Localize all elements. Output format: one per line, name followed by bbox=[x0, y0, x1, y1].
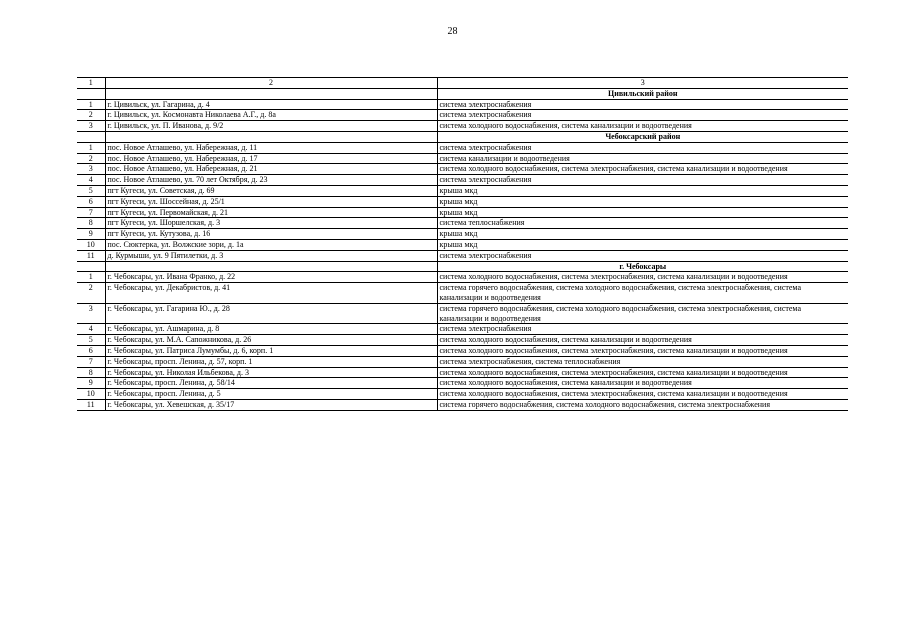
row-address: г. Чебоксары, просп. Ленина, д. 5 bbox=[105, 389, 437, 400]
row-address: г. Чебоксары, просп. Ленина, д. 58/14 bbox=[105, 378, 437, 389]
row-systems: крыша мкд bbox=[439, 229, 478, 239]
row-address: пгт Кугеси, ул. Советская, д. 69 bbox=[105, 185, 437, 196]
row-address: пос. Новое Атлашево, ул. Набережная, д. 11 bbox=[105, 142, 437, 153]
row-systems: система холодного водоснабжения, система канализации и водоотведения bbox=[439, 378, 692, 388]
row-address: пгт Кугеси, ул. Шоршелская, д. 3 bbox=[105, 218, 437, 229]
row-address: г. Чебоксары, ул. Ивана Франко, д. 22 bbox=[105, 272, 437, 283]
row-address: г. Чебоксары, ул. Хевешская, д. 35/17 bbox=[105, 399, 437, 410]
row-address: пос. Сюктерка, ул. Волжские зори, д. 1а bbox=[105, 239, 437, 250]
row-address: г. Чебоксары, ул. Николая Ильбекова, д. 3 bbox=[105, 367, 437, 378]
row-number: 9 bbox=[77, 378, 105, 389]
table-row bbox=[77, 207, 848, 218]
table-row bbox=[77, 303, 848, 324]
row-number: 8 bbox=[77, 218, 105, 229]
row-address: д. Курмыши, ул. 9 Пятилетки, д. 3 bbox=[105, 250, 437, 261]
row-systems: система электроснабжения bbox=[439, 324, 532, 334]
section-empty-address bbox=[105, 131, 437, 142]
row-systems: система горячего водоснабжения, система холодного водоснабжения, система электроснабжения bbox=[439, 399, 771, 409]
row-systems: система холодного водоснабжения, система канализации и водоотведения bbox=[439, 335, 692, 345]
row-number: 7 bbox=[77, 356, 105, 367]
table-row bbox=[77, 196, 848, 207]
row-address: г. Чебоксары, ул. Патриса Лумумбы, д. 6, корп. 1 bbox=[105, 345, 437, 356]
row-number: 3 bbox=[77, 121, 105, 132]
row-address: г. Чебоксары, ул. М.А. Сапожникова, д. 26 bbox=[105, 335, 437, 346]
table-row bbox=[77, 153, 848, 164]
section-empty-num bbox=[77, 261, 105, 272]
section-empty-num bbox=[77, 88, 105, 99]
row-number: 10 bbox=[77, 389, 105, 400]
row-systems: система холодного водоснабжения, система электроснабжения, система канализации и водоотведения bbox=[439, 345, 788, 355]
table-row bbox=[77, 239, 848, 250]
table-row bbox=[77, 99, 848, 110]
page-number: 28 bbox=[447, 26, 458, 37]
row-systems: система горячего водоснабжения, система холодного водоснабжения, система электроснабжения, система канализации и водоотведения bbox=[439, 283, 801, 302]
table-row bbox=[77, 218, 848, 229]
row-number: 11 bbox=[77, 250, 105, 261]
row-number: 1 bbox=[77, 99, 105, 110]
row-number: 7 bbox=[77, 207, 105, 218]
header-col-2: 2 bbox=[105, 78, 437, 89]
row-address: г. Цивильск, ул. Гагарина, д. 4 bbox=[105, 99, 437, 110]
section-empty-address bbox=[105, 261, 437, 272]
row-address: пос. Новое Атлашево, ул. Набережная, д. 17 bbox=[105, 153, 437, 164]
row-number: 2 bbox=[77, 110, 105, 121]
table-row bbox=[77, 110, 848, 121]
row-systems: система теплоснабжения bbox=[439, 218, 525, 228]
section-empty-num bbox=[77, 131, 105, 142]
section-title: Цивильский район bbox=[607, 88, 678, 98]
row-number: 10 bbox=[77, 239, 105, 250]
row-number: 1 bbox=[77, 142, 105, 153]
row-address: г. Цивильск, ул. Космонавта Николаева А.Г., д. 8а bbox=[105, 110, 437, 121]
row-systems: система электроснабжения, система теплоснабжения bbox=[439, 356, 621, 366]
row-number: 8 bbox=[77, 367, 105, 378]
row-systems: система холодного водоснабжения, система канализации и водоотведения bbox=[439, 121, 692, 131]
row-systems: система холодного водоснабжения, система электроснабжения, система канализации и водоотведения bbox=[439, 389, 788, 399]
table-row bbox=[77, 164, 848, 175]
objects-table bbox=[77, 77, 848, 411]
row-address: г. Чебоксары, ул. Декабристов, д. 41 bbox=[105, 283, 437, 304]
section-title: г. Чебоксары bbox=[619, 261, 667, 271]
header-col-1: 1 bbox=[77, 78, 105, 89]
table-header-row bbox=[77, 78, 848, 89]
row-systems: система электроснабжения bbox=[439, 142, 532, 152]
row-number: 4 bbox=[77, 175, 105, 186]
row-address: пос. Новое Атлашево, ул. Набережная, д. 21 bbox=[105, 164, 437, 175]
table-row bbox=[77, 345, 848, 356]
table-row bbox=[77, 185, 848, 196]
row-number: 4 bbox=[77, 324, 105, 335]
row-systems: крыша мкд bbox=[439, 185, 478, 195]
row-systems: система холодного водоснабжения, система электроснабжения, система канализации и водоотведения bbox=[439, 164, 788, 174]
row-number: 6 bbox=[77, 196, 105, 207]
table-row bbox=[77, 229, 848, 240]
table-row bbox=[77, 283, 848, 304]
row-systems: система горячего водоснабжения, система холодного водоснабжения, система электроснабжения, система канализации и водоотведения bbox=[439, 303, 801, 323]
row-number: 11 bbox=[77, 399, 105, 410]
row-systems: система электроснабжения bbox=[439, 99, 532, 109]
row-systems: система электроснабжения bbox=[439, 175, 532, 185]
row-address: пгт Кугеси, ул. Шоссейная, д. 25/1 bbox=[105, 196, 437, 207]
row-systems: крыша мкд bbox=[439, 207, 478, 217]
header-col-3: 3 bbox=[640, 78, 645, 87]
row-address: пгт Кугеси, ул. Кутузова, д. 16 bbox=[105, 229, 437, 240]
table-row bbox=[77, 399, 848, 410]
table-row bbox=[77, 378, 848, 389]
row-address: г. Чебоксары, ул. Ашмарина, д. 8 bbox=[105, 324, 437, 335]
table-row bbox=[77, 324, 848, 335]
table-body bbox=[77, 88, 848, 410]
row-systems: система канализации и водоотведения bbox=[439, 153, 570, 163]
row-address: пгт Кугеси, ул. Первомайская, д. 21 bbox=[105, 207, 437, 218]
table-row bbox=[77, 389, 848, 400]
row-systems: система холодного водоснабжения, система электроснабжения, система канализации и водоотведения bbox=[439, 367, 788, 377]
row-address: г. Чебоксары, ул. Гагарина Ю., д. 28 bbox=[105, 303, 437, 324]
row-address: г. Цивильск, ул. П. Иванова, д. 9/2 bbox=[105, 121, 437, 132]
table-row bbox=[77, 142, 848, 153]
row-number: 2 bbox=[77, 283, 105, 304]
row-number: 1 bbox=[77, 272, 105, 283]
table-row bbox=[77, 175, 848, 186]
row-number: 2 bbox=[77, 153, 105, 164]
row-systems: система электроснабжения bbox=[439, 110, 532, 120]
section-row bbox=[77, 261, 848, 272]
row-number: 9 bbox=[77, 229, 105, 240]
row-number: 3 bbox=[77, 303, 105, 324]
row-number: 6 bbox=[77, 345, 105, 356]
row-systems: крыша мкд bbox=[439, 239, 478, 249]
row-systems: система холодного водоснабжения, система электроснабжения, система канализации и водоотведения bbox=[439, 272, 788, 282]
row-systems: система электроснабжения bbox=[439, 250, 532, 260]
row-address: пос. Новое Атлашево, ул. 70 лет Октября, д. 23 bbox=[105, 175, 437, 186]
section-row bbox=[77, 88, 848, 99]
row-systems: крыша мкд bbox=[439, 196, 478, 206]
row-address: г. Чебоксары, просп. Ленина, д. 57, корп. 1 bbox=[105, 356, 437, 367]
table-row bbox=[77, 250, 848, 261]
section-row bbox=[77, 131, 848, 142]
row-number: 5 bbox=[77, 185, 105, 196]
section-title: Чебоксарский район bbox=[605, 131, 681, 141]
table-row bbox=[77, 367, 848, 378]
table-row bbox=[77, 121, 848, 132]
row-number: 5 bbox=[77, 335, 105, 346]
table-row bbox=[77, 272, 848, 283]
table-row bbox=[77, 356, 848, 367]
row-number: 3 bbox=[77, 164, 105, 175]
table-row bbox=[77, 335, 848, 346]
section-empty-address bbox=[105, 88, 437, 99]
